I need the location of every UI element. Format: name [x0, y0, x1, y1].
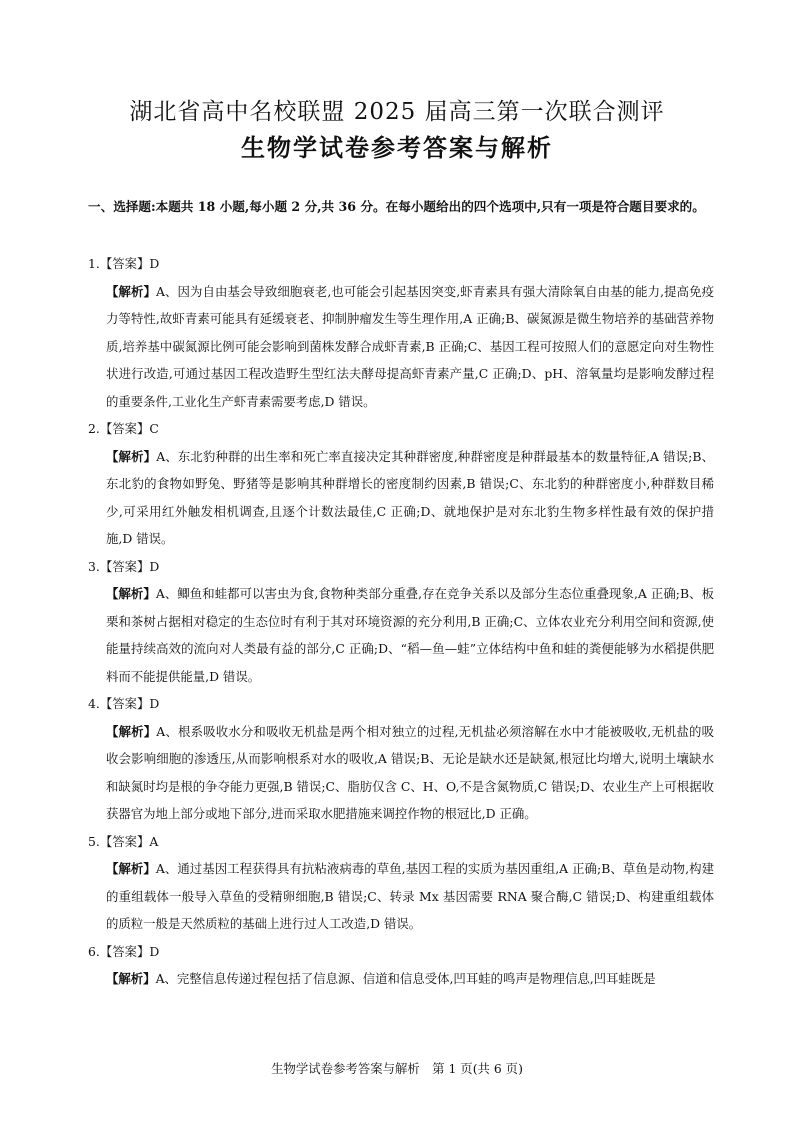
analysis-text: A、鲫鱼和蛙都可以害虫为食,食物种类部分重叠,存在竞争关系以及部分生态位重叠现象,A 正确;B、板栗和茶树占据相对稳定的生态位时有利于其对环境资源的充分利用,B 正确;C、立体农业充分利用空间和资源,使能量持续高效的流向对人类最有益的部分,C 正确;D、“稻—鱼—蛙”立体结构中鱼和蛙的粪便能够为水稻提供肥料而不能提供能量,D 错误。 [106, 586, 715, 684]
analysis-tag: 【解析】 [106, 861, 156, 876]
answer-line: 4.【答案】D [88, 696, 160, 711]
answer-item-4 [88, 690, 714, 828]
document-title: 湖北省高中名校联盟 2025 届高三第一次联合测评 [129, 99, 665, 125]
answer-item-2 [88, 415, 714, 553]
analysis-paragraph [88, 855, 714, 938]
analysis-text: A、因为自由基会导致细胞衰老,也可能会引起基因突变,虾青素具有强大清除氧自由基的能力,提高免疫力等特性,故虾青素可能具有延缓衰老、抑制肿瘤发生等生理作用,A 正确;B、碳氮源是微生物培养的基础营养物质,培养基中碳氮源比例可能会影响到菌株发酵合成虾青素,B 正确;C、基因工程可按照人们的意愿定向对生物性状进行改造,可通过基因工程改造野生型红法夫酵母提高虾青素产量,C 正确;D、pH、溶氧量均是影响发酵过程的重要条件,工业化生产虾青素需要考虑,D 错误。 [106, 283, 714, 409]
answer-line: 5.【答案】A [88, 833, 159, 849]
analysis-text: A、东北豹种群的出生率和死亡率直接决定其种群密度,种群密度是种群最基本的数量特征,A 错误;B、东北豹的食物如野兔、野猪等是影响其种群增长的密度制约因素,B 错误;C、东北豹的种群密度小,种群数目稀少,可采用红外触发相机调查,且逐个计数法最佳,C 正确;D、就地保护是对东北豹生物多样性最有效的保护措施,D 错误。 [106, 448, 714, 546]
answer-item-3 [88, 553, 714, 691]
analysis-text: A、根系吸收水分和吸收无机盐是两个相对独立的过程,无机盐必须溶解在水中才能被吸收,无机盐的吸收会影响细胞的渗透压,从而影响根系对水的吸收,A 错误;B、无论是缺水还是缺氮,根冠比均增大,说明土壤缺水和缺氮时均是根的争夺能力更强,B 错误;C、脂肪仅含 C、H、O,不是含氮物质,C 错误;D、农业生产上可根据收获器官为地上部分或地下部分,进而采取水肥措施来调控作物的根冠比,D 正确。 [106, 723, 715, 821]
analysis-paragraph [88, 718, 714, 828]
answer-item-5 [88, 828, 714, 938]
analysis-tag: 【解析】 [106, 586, 156, 601]
analysis-text: A、完整信息传递过程包括了信息源、信道和信息受体,凹耳蛙的鸣声是物理信息,凹耳蛙既是 [155, 971, 656, 986]
analysis-paragraph [88, 278, 714, 416]
answer-line: 2.【答案】C [88, 421, 159, 436]
answer-item-1 [88, 250, 714, 415]
answer-item-6 [88, 938, 714, 993]
analysis-text: A、通过基因工程获得具有抗粘液病毒的草鱼,基因工程的实质为基因重组,A 正确;B、草鱼是动物,构建的重组载体一般导入草鱼的受精卵细胞,B 错误;C、转录 Mx 基因需要 RNA 聚合酶,C 错误;D、构建重组载体的质粒一般是天然质粒的基础上进行过人工改造,D 错误。 [106, 861, 715, 931]
answer-line: 1.【答案】D [88, 256, 160, 271]
analysis-tag: 【解析】 [106, 283, 156, 299]
page-footer: 生物学试卷参考答案与解析 第 1 页(共 6 页) [271, 1061, 523, 1076]
answer-line: 3.【答案】D [88, 558, 160, 574]
answer-line: 6.【答案】D [88, 943, 160, 959]
analysis-paragraph [88, 443, 714, 553]
analysis-paragraph [88, 580, 714, 690]
section-heading-text: 一、选择题:本题共 18 小题,每小题 2 分,共 36 分。在每小题给出的四个选项中,只有一项是符合题目要求的。 [88, 199, 705, 214]
analysis-paragraph [88, 965, 714, 993]
answer-list [88, 250, 714, 993]
section-heading [88, 193, 728, 220]
document-subtitle: 生物学试卷参考答案与解析 [241, 133, 553, 162]
analysis-tag: 【解析】 [106, 448, 157, 464]
analysis-tag: 【解析】 [106, 723, 157, 739]
analysis-tag: 【解析】 [106, 971, 156, 986]
